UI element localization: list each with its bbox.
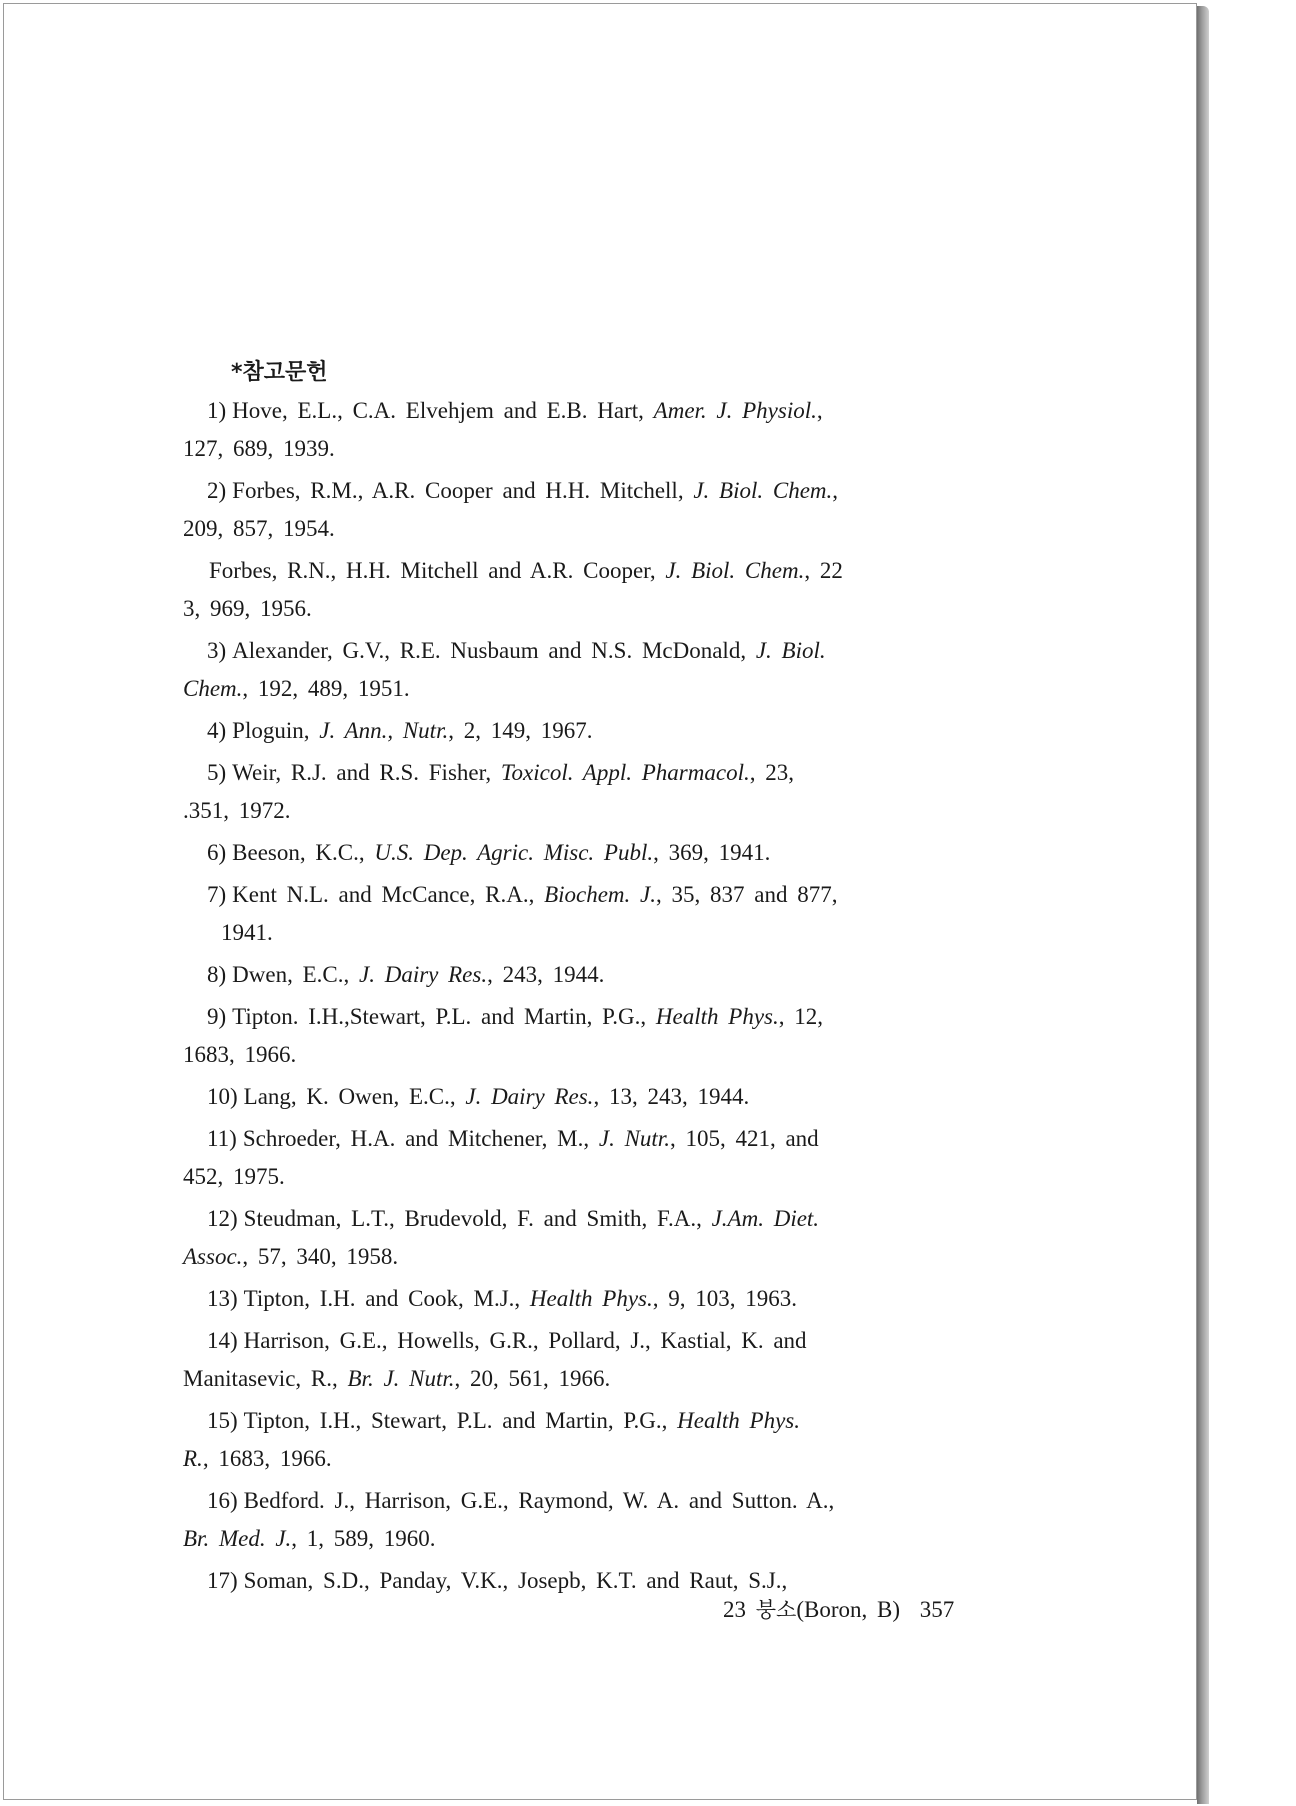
reference-journal: Health Phys. [677,1408,800,1433]
reference-number: 1) [207,398,227,423]
reference-authors: Alexander, G.V., R.E. Nusbaum and N.S. McDonald, [232,638,756,663]
reference-item [183,1082,1023,1112]
reference-item [183,1124,1023,1192]
reference-line [183,1082,1023,1112]
reference-details: 127, 689, 1939. [183,436,335,461]
reference-details: , 9, 103, 1963. [652,1286,797,1311]
reference-line [183,716,1023,746]
reference-continuation [183,1524,1023,1554]
reference-line [183,556,1023,586]
reference-journal: J. Biol. Chem. [665,558,805,583]
reference-journal: J. Ann., Nutr. [319,718,449,743]
reference-continuation [183,1364,1023,1394]
reference-line [183,838,1023,868]
reference-authors: Ploguin, [232,718,320,743]
reference-number: 14) [207,1328,238,1353]
reference-continuation [183,674,1023,704]
reference-continuation [183,434,1023,464]
reference-details: , 369, 1941. [653,840,771,865]
page-number: 357 [919,1597,955,1622]
chapter-number: 23 [723,1597,746,1622]
reference-number: 13) [207,1286,238,1311]
reference-journal: Chem. [183,676,243,701]
reference-line [183,880,1023,910]
reference-line [183,758,1023,788]
reference-authors: Bedford. J., Harrison, G.E., Raymond, W. A. and Sutton. A., [243,1488,835,1513]
reference-authors: Forbes, R.N., H.H. Mitchell and A.R. Cooper, [209,558,666,583]
reference-number: 16) [207,1488,238,1513]
reference-authors: Weir, R.J. and R.S. Fisher, [232,760,501,785]
reference-authors: Manitasevic, R., [183,1366,348,1391]
reference-authors: Tipton. I.H.,Stewart, P.L. and Martin, P.G., [232,1004,656,1029]
reference-item [183,556,1023,624]
reference-item [183,880,1023,948]
reference-details: 1683, 1966. [183,1042,297,1067]
reference-details: , 20, 561, 1966. [454,1366,611,1391]
reference-journal: U.S. Dep. Agric. Misc. Publ. [374,840,654,865]
chapter-title-english: (Boron, B) [796,1597,900,1622]
reference-line [183,636,1023,666]
reference-details: , 243, 1944. [487,962,605,987]
references-section [183,355,1023,1608]
reference-line [183,1326,1023,1356]
reference-journal: J. Biol. [755,638,826,663]
reference-authors: Schroeder, H.A. and Mitchener, M., [242,1126,599,1151]
reference-number: 3) [207,638,227,663]
reference-details: , [816,398,823,423]
reference-line [183,476,1023,506]
reference-line [183,1566,1023,1596]
reference-line [183,396,1023,426]
reference-number: 17) [207,1568,238,1593]
reference-authors: Hove, E.L., C.A. Elvehjem and E.B. Hart, [232,398,654,423]
reference-item [183,396,1023,464]
reference-number: 10) [207,1084,238,1109]
reference-journal: Br. J. Nutr. [347,1366,455,1391]
reference-journal: J. Biol. Chem. [693,478,833,503]
reference-line [183,1124,1023,1154]
reference-item [183,636,1023,704]
reference-item [183,758,1023,826]
reference-line [183,1204,1023,1234]
reference-number: 5) [207,760,227,785]
reference-authors: Forbes, R.M., A.R. Cooper and H.H. Mitchell, [232,478,694,503]
reference-authors: Harrison, G.E., Howells, G.R., Pollard, J., Kastial, K. and [243,1328,807,1353]
reference-continuation [183,514,1023,544]
reference-item [183,1204,1023,1272]
reference-number: 6) [207,840,227,865]
reference-details: , 57, 340, 1958. [242,1244,399,1269]
reference-continuation [183,1444,1023,1474]
reference-authors: Lang, K. Owen, E.C., [243,1084,466,1109]
references-heading: *참고문헌 [231,360,328,385]
chapter-title-korean: 붕소 [755,1598,797,1622]
reference-line [183,1002,1023,1032]
reference-details: , 23, [749,760,794,785]
reference-journal: J.Am. Diet. [711,1206,820,1231]
reference-authors: Dwen, E.C., [232,962,359,987]
reference-number: 15) [207,1408,238,1433]
reference-line [183,1406,1023,1436]
reference-continuation [183,1040,1023,1070]
reference-details: , [832,478,839,503]
reference-details: .351, 1972. [183,798,291,823]
reference-details: , 22 [804,558,843,583]
reference-authors: Kent N.L. and McCance, R.A., [232,882,545,907]
reference-line [183,1486,1023,1516]
reference-authors: Steudman, L.T., Brudevold, F. and Smith, F.A., [243,1206,712,1231]
reference-details: 452, 1975. [183,1164,285,1189]
reference-continuation [183,1242,1023,1272]
reference-authors: Tipton, I.H. and Cook, M.J., [243,1286,530,1311]
reference-item [183,838,1023,868]
reference-journal: R. [183,1446,203,1471]
reference-item [183,1406,1023,1474]
reference-line [183,1284,1023,1314]
reference-number: 11) [207,1126,237,1151]
reference-continuation [183,918,1023,948]
reference-details: , 105, 421, and [669,1126,819,1151]
reference-item [183,1002,1023,1070]
reference-number: 12) [207,1206,238,1231]
reference-details: , 12, [778,1004,823,1029]
reference-journal: Toxicol. Appl. Pharmacol. [500,760,750,785]
reference-item [183,1284,1023,1314]
page-footer [723,1594,954,1624]
reference-number: 9) [207,1004,227,1029]
reference-authors: Soman, S.D., Panday, V.K., Josepb, K.T. and Raut, S.J., [243,1568,788,1593]
page-edge-shadow [1197,6,1209,1804]
reference-continuation [183,1162,1023,1192]
reference-item [183,1566,1023,1596]
reference-journal: J. Dairy Res. [359,962,488,987]
reference-journal: Amer. J. Physiol. [653,398,817,423]
reference-details: , 13, 243, 1944. [593,1084,750,1109]
reference-details: , 35, 837 and 877, [656,882,838,907]
reference-journal: Health Phys. [655,1004,779,1029]
reference-list [183,396,1023,1596]
reference-details: 1941. [221,920,273,945]
reference-details: , 192, 489, 1951. [242,676,410,701]
reference-continuation [183,594,1023,624]
reference-journal: J. Dairy Res. [465,1084,594,1109]
reference-number: 2) [207,478,227,503]
reference-details: , 1, 589, 1960. [291,1526,436,1551]
reference-journal: Br. Med. J. [183,1526,292,1551]
reference-number: 8) [207,962,227,987]
reference-number: 4) [207,718,227,743]
reference-authors: Tipton, I.H., Stewart, P.L. and Martin, P.G., [243,1408,678,1433]
reference-journal: Biochem. J. [544,882,657,907]
reference-journal: J. Nutr. [598,1126,670,1151]
reference-number: 7) [207,882,227,907]
reference-item [183,1486,1023,1554]
reference-journal: Health Phys. [529,1286,653,1311]
reference-authors: Beeson, K.C., [232,840,375,865]
reference-continuation [183,796,1023,826]
reference-item [183,716,1023,746]
reference-line [183,960,1023,990]
reference-item [183,1326,1023,1394]
reference-item [183,960,1023,990]
reference-item [183,476,1023,544]
reference-details: 209, 857, 1954. [183,516,335,541]
reference-details: , 2, 149, 1967. [448,718,593,743]
reference-details: 3, 969, 1956. [183,596,312,621]
reference-details: , 1683, 1966. [202,1446,332,1471]
reference-journal: Assoc. [183,1244,243,1269]
